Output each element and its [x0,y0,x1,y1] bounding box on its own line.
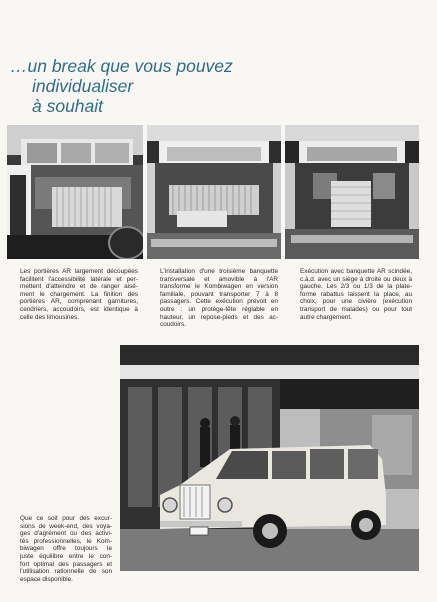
caption-line: tés professionnelles, le Kom- [20,537,112,545]
caption-line: passagers. Cette exécution prévoit en [160,298,278,306]
headline-line-2: individualiser [32,76,134,96]
photo-stretcher-layout [285,125,419,259]
caption-line: Les portières AR largement découpées [20,268,138,275]
caption-line: gauche. Les 2/3 ou 1/3 de la plate- [300,283,412,291]
caption-line: choix, pour une civière (exécution [300,298,412,306]
caption-line: celle des limousines. [20,313,79,321]
caption-line: sions de week-end, des voya- [20,522,112,530]
caption-line: coudoirs. [160,321,186,329]
caption-line: facilitent l'accessibilité latérale et per- [20,275,138,283]
caption-versatility [20,515,112,583]
caption-line: mettent d'atteindre et de ranger aisé- [20,283,138,291]
caption-line: transport de malades) ou pour tout [300,305,412,313]
photo-third-bench [147,125,281,259]
caption-line: portières AR, comprenant garnitures, [20,298,138,306]
caption-line: Que ce soit pour des excur- [20,515,112,522]
caption-line: L'installation d'une troisième banquette [160,268,278,275]
caption-line: espace disponible. [20,575,73,583]
headline [10,56,310,116]
caption-line: ment le chargement. La finition des [20,290,138,298]
caption-split-bench [300,268,412,321]
photo-car-exterior [120,345,419,571]
caption-line: ges d'agrément ou des activi- [20,530,112,538]
caption-line: fort optimal des passagers et [20,560,112,568]
caption-line: autre chargement. [300,313,352,321]
headline-line-1: …un break que vous pouvez [10,56,233,76]
caption-third-bench [160,268,278,329]
caption-line: c.à.d. avec un siège à droite ou deux à [300,275,412,283]
caption-line: outre : un protège-tête réglable en [160,305,278,313]
caption-line: transforme le Kombiwagen en version [160,283,278,291]
caption-line: cendriers, accoudoirs, est identique à [20,305,138,313]
headline-line-3: à souhait [32,96,104,116]
caption-rear-doors [20,268,138,321]
caption-line: familiale, pouvant transporter 7 à 8 [160,290,278,298]
caption-line: hauteur, un repose-pieds et des ac- [160,313,278,321]
photo-rear-door-interior [7,125,143,259]
caption-line: l'utilisation rationnelle de son [20,568,112,576]
caption-line: biwagen offre toujours le [20,545,112,553]
caption-line: transversale et amovible à l'AR [160,275,278,283]
caption-line: forme rabattus laissent la place, au [300,290,412,298]
caption-line: juste équilibre entre le con- [20,552,112,560]
caption-line: Exécution avec banquette AR scindée, [300,268,412,275]
